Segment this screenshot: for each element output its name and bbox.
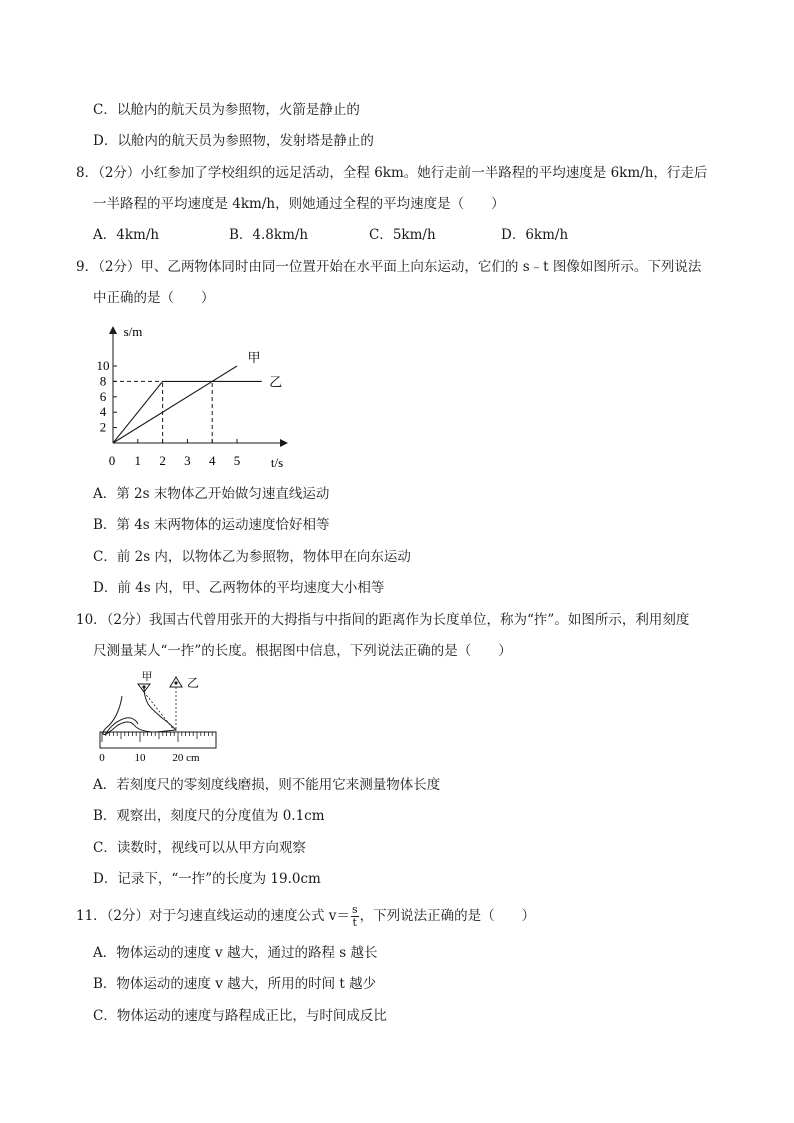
q9-option-a: A．第 2s 末物体乙开始做匀速直线运动 <box>93 486 330 502</box>
series-label-jia: 甲 <box>247 350 261 365</box>
q9-option-d: D．前 4s 内，甲、乙两物体的平均速度大小相等 <box>93 580 385 596</box>
y-tick-labels <box>97 358 118 435</box>
hand-outline <box>103 688 176 735</box>
x-tick-label: 1 <box>134 453 142 468</box>
q10-option-c: C．读数时，视线可以从甲方向观察 <box>93 840 306 856</box>
fraction-numerator: s <box>351 903 358 916</box>
q8-option-c: C．5km/h <box>369 227 436 243</box>
ruler-label-10: 10 <box>134 752 146 764</box>
eye-yi-icon <box>170 677 182 687</box>
y-tick-label: 10 <box>96 358 110 373</box>
y-tick-label: 4 <box>99 404 107 420</box>
series-line-yi <box>113 381 262 443</box>
q11-stem-pre: 11．（2分）对于匀速直线运动的速度公式 v＝ <box>76 908 350 924</box>
q10-stem-line2: 尺测量某人“一拃”的长度。根据图中信息，下列说法正确的是（ ） <box>93 643 512 659</box>
q8-option-a: A．4km/h <box>93 227 160 243</box>
q8-stem-line1: 8．（2分）小红参加了学校组织的远足活动，全程 6km。她行走前一半路程的平均速度是 6km/h，行走后 <box>76 165 708 181</box>
series-line-jia <box>113 366 237 443</box>
q8-stem-line2: 一半路程的平均速度是 4km/h，则她通过全程的平均速度是（ ） <box>93 196 505 212</box>
q10-option-a: A．若刻度尺的零刻度线磨损，则不能用它来测量物体长度 <box>93 777 441 793</box>
x-axis-label: t/s <box>270 455 284 470</box>
sight-line-jia <box>144 692 174 730</box>
q8-option-d: D．6km/h <box>501 227 569 243</box>
y-tick-label: 8 <box>99 373 107 389</box>
q11-stem-post: ，下列说法正确的是（ ） <box>359 908 536 924</box>
ruler-label-20: 20 cm <box>172 752 200 764</box>
q9-option-c: C．前 2s 内，以物体乙为参照物，物体甲在向东运动 <box>93 549 411 565</box>
q10-stem-line1: 10．（2分）我国古代曾用张开的大拇指与中指间的距离作为长度单位，称为“拃”。如图所示，利用刻度 <box>76 612 690 628</box>
q9-stem-line1: 9．（2分）甲、乙两物体同时由同一位置开始在水平面上向东运动，它们的 s﹣t 图像如图所示。下列说法 <box>76 259 702 275</box>
series-lines <box>113 366 262 443</box>
fraction-denominator: t <box>352 916 357 929</box>
q11-option-b: B．物体运动的速度 v 越大，所用的时间 t 越少 <box>93 976 377 992</box>
q11-option-a: A．物体运动的速度 v 越大，通过的路程 s 越长 <box>93 945 378 961</box>
st-graph <box>86 316 306 476</box>
ruler-label-0: 0 <box>99 752 105 764</box>
y-tick-label: 2 <box>99 419 107 435</box>
label-jia: 甲 <box>141 671 153 683</box>
speed-formula-fraction <box>351 904 359 929</box>
ruler-ticks <box>102 732 212 742</box>
q9-stem-line2: 中正确的是（ ） <box>93 290 215 306</box>
label-yi: 乙 <box>186 676 200 690</box>
ruler-hand-figure <box>92 670 222 770</box>
q11-option-c: C．物体运动的速度与路程成正比，与时间成反比 <box>93 1008 387 1024</box>
q10-option-b: B．观察出，刻度尺的分度值为 0.1cm <box>93 808 325 824</box>
x-tick-label: 5 <box>233 453 241 468</box>
x-tick-label: 2 <box>159 453 166 468</box>
q11-stem <box>76 904 535 929</box>
x-tick-label: 0 <box>108 453 116 468</box>
q9-option-b: B．第 4s 末两物体的运动速度恰好相等 <box>93 517 330 533</box>
series-label-yi: 乙 <box>269 374 283 390</box>
q8-option-b: B．4.8km/h <box>229 227 309 243</box>
y-axis-label: s/m <box>123 324 143 339</box>
x-tick-label: 4 <box>208 453 216 468</box>
y-tick-label: 6 <box>99 388 107 404</box>
q10-option-d: D．记录下，“一拃”的长度为 19.0cm <box>93 871 321 887</box>
x-tick-label: 3 <box>184 453 191 468</box>
q7-option-c: C．以舱内的航天员为参照物，火箭是静止的 <box>93 102 360 118</box>
q7-option-d: D．以舱内的航天员为参照物，发射塔是静止的 <box>93 133 374 149</box>
